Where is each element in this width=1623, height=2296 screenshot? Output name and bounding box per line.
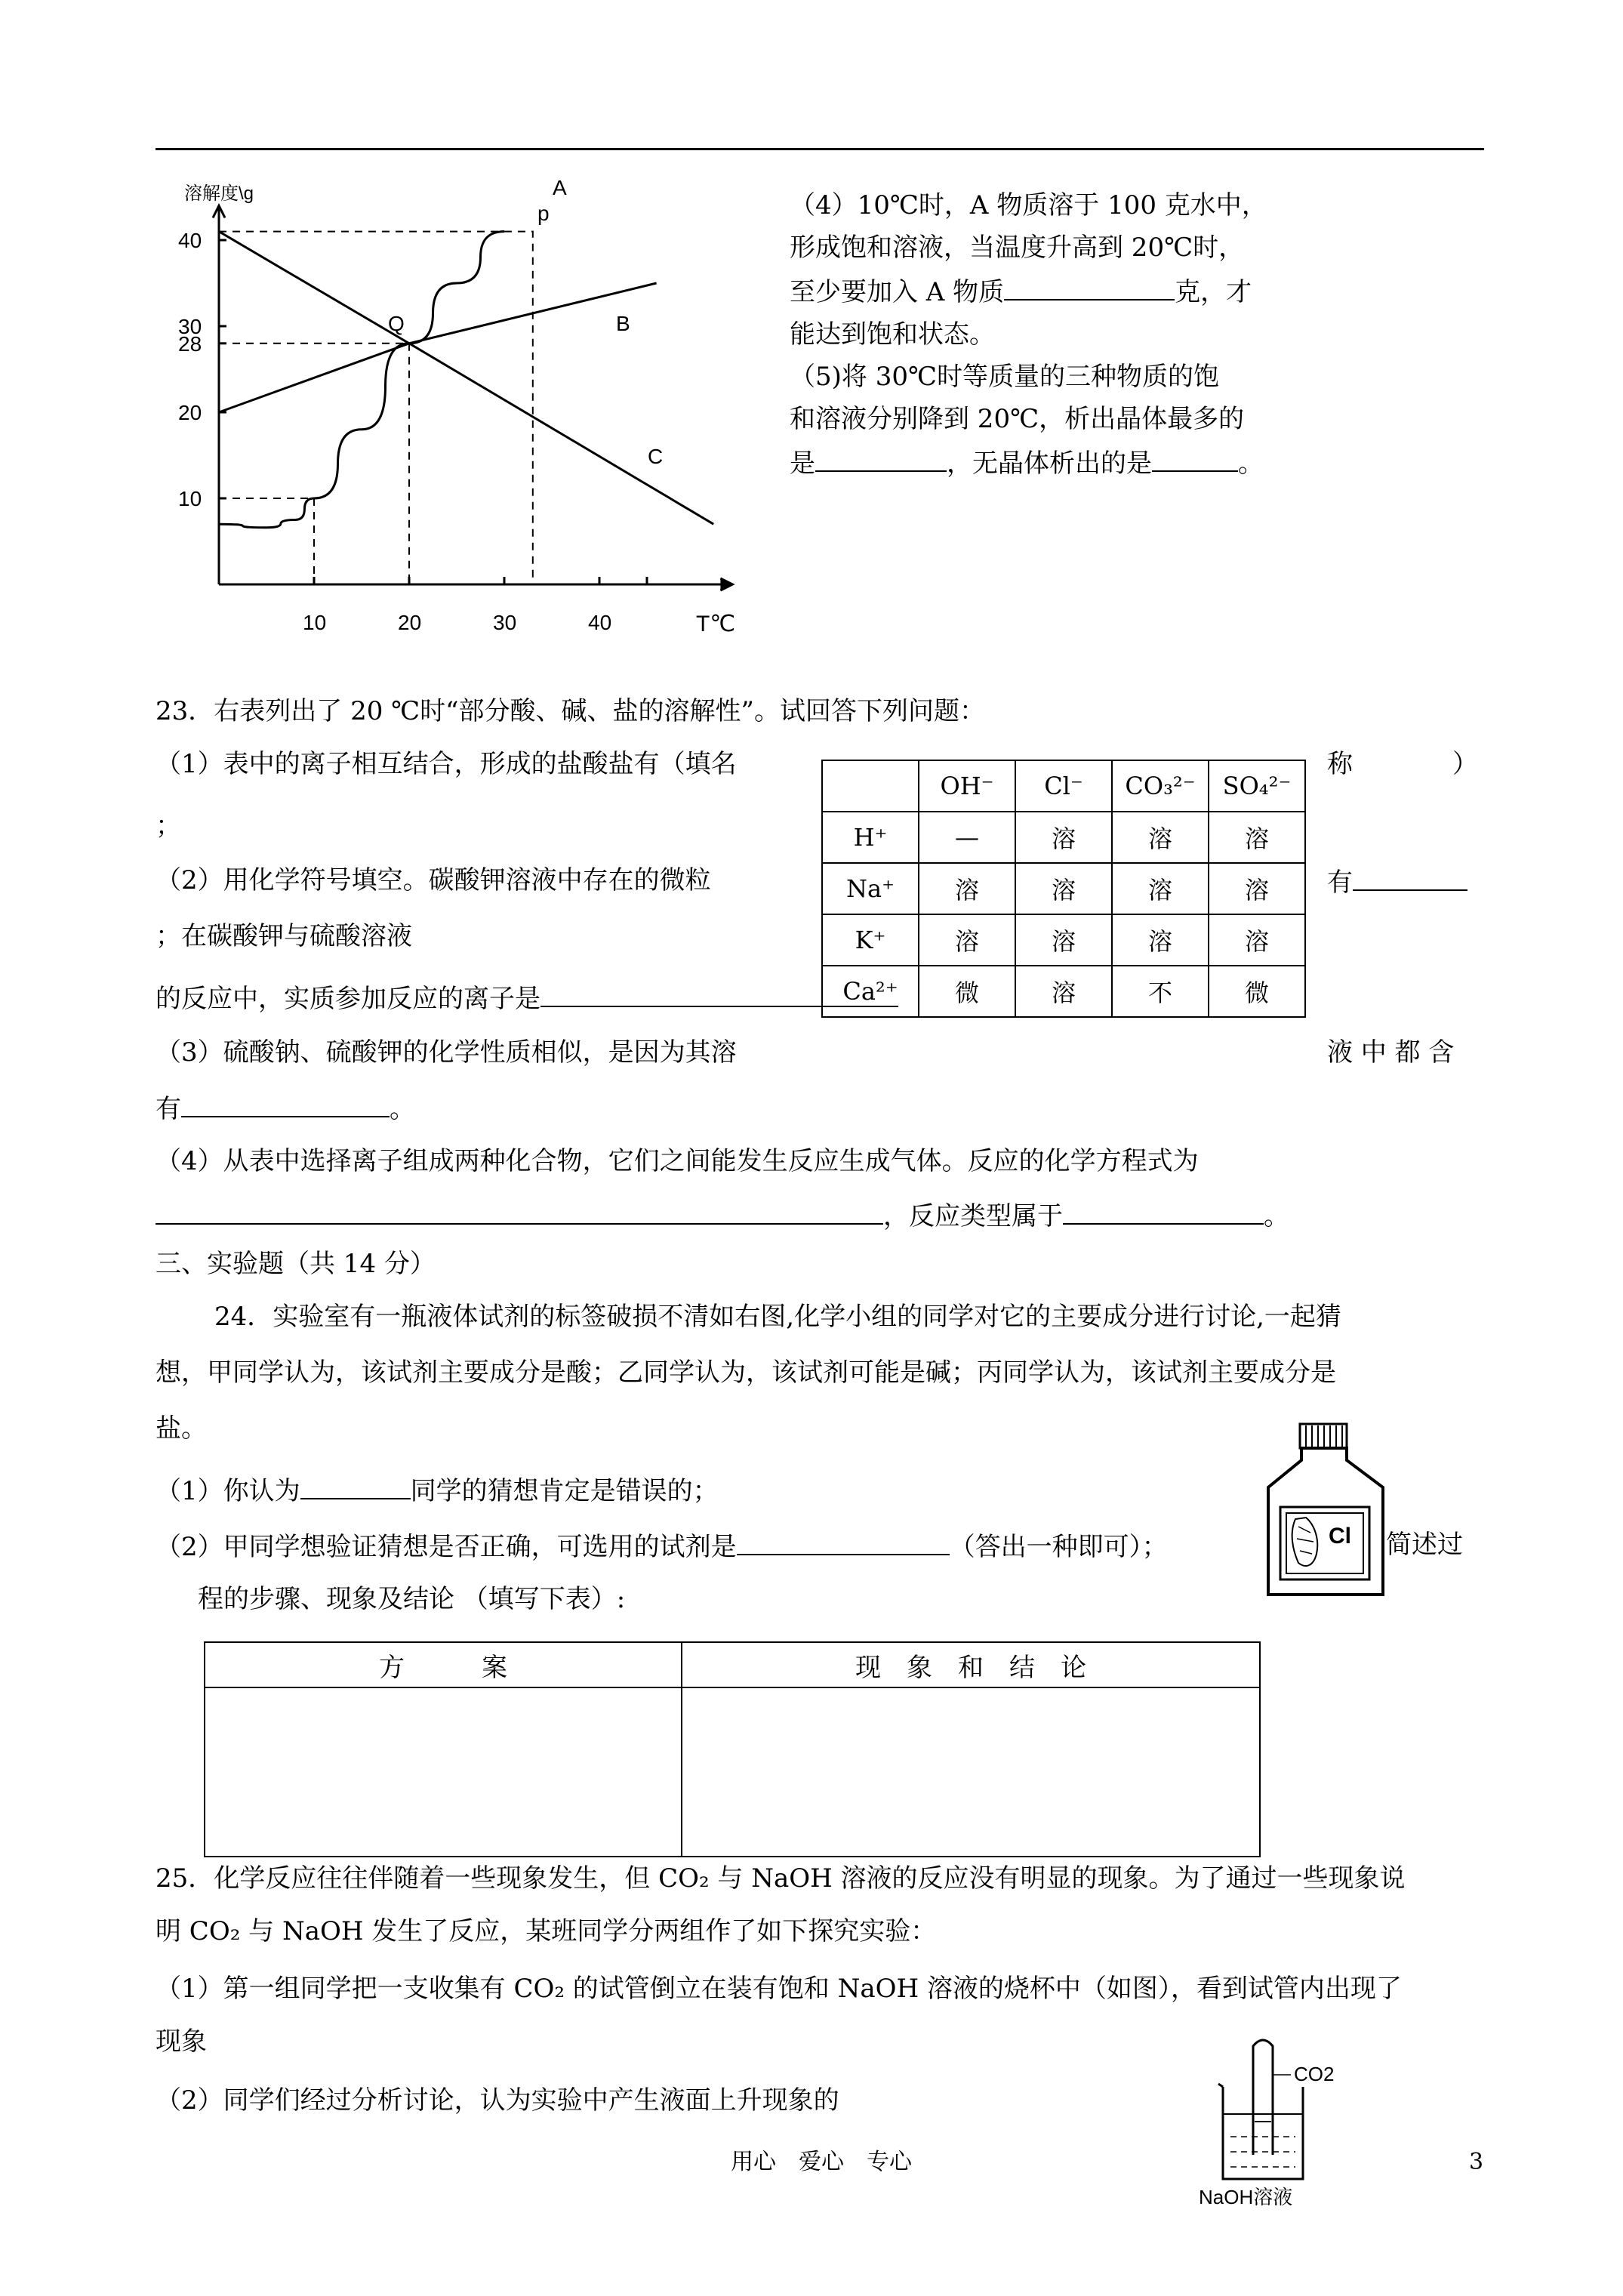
q25-line: 25．化学反应往往伴随着一些现象发生，但 CO₂ 与 NaOH 溶液的反应没有明显的现象。为了通过一些现象说: [156, 1863, 1406, 1894]
answer-blank[interactable]: [1152, 440, 1238, 472]
section-title: 三、实验题（共 14 分）: [156, 1249, 436, 1279]
q25-p1-cont: 现象: [156, 2026, 207, 2057]
q23-p4-cont: ，反应类型属于 。: [156, 1193, 1289, 1237]
bottle-icon: [1253, 1419, 1397, 1601]
q23-p1-semicolon: ；: [156, 811, 181, 841]
y-tick-label: 20: [178, 401, 202, 424]
x-tick-label: 30: [493, 611, 517, 634]
answer-blank[interactable]: [815, 440, 947, 472]
q23-p3: （3）硫酸钠、硫酸钾的化学性质相似，是因为其溶: [156, 1037, 737, 1068]
answer-blank[interactable]: [737, 1524, 950, 1555]
answer-blank[interactable]: [181, 1086, 390, 1117]
q24-line: 盐。: [156, 1413, 207, 1444]
co2-beaker-figure: [1185, 2031, 1366, 2212]
table-cell: —: [919, 812, 1015, 863]
ion-solubility-table: [821, 760, 1306, 1018]
plan-header: 现 象 和 结 论: [682, 1642, 1260, 1687]
table-cell: Na⁺: [822, 863, 919, 914]
q23-p3-end: 液 中 都 含: [1327, 1037, 1455, 1068]
table-cell: 溶: [919, 914, 1015, 966]
table-cell: 溶: [1112, 863, 1209, 914]
table-cell: Ca²⁺: [822, 966, 919, 1017]
table-cell: OH⁻: [919, 760, 1015, 812]
q24-p2-cont: 程的步骤、现象及结论 （填写下表）:: [198, 1584, 626, 1614]
q25-line: 明 CO₂ 与 NaOH 发生了反应，某班同学分两组作了如下探究实验：: [156, 1916, 937, 1946]
q22-line: 至少要加入 A 物质 克，才: [790, 269, 1267, 313]
co2-label: CO2: [1294, 2063, 1335, 2085]
series-label-C: C: [648, 445, 664, 468]
naoh-label: NaOH溶液: [1199, 2186, 1293, 2208]
answer-blank[interactable]: [1063, 1193, 1264, 1225]
q23-p4: （4）从表中选择离子组成两种化合物，它们之间能发生反应生成气体。反应的化学方程式为: [156, 1146, 1199, 1176]
table-cell: 微: [919, 966, 1015, 1017]
point-label-q: Q: [388, 312, 405, 335]
table-cell: 溶: [1015, 914, 1112, 966]
x-tick-label: 40: [588, 611, 612, 634]
chart-series: [219, 232, 713, 528]
table-row: [822, 812, 1305, 863]
q23-p1-end: 称: [1327, 749, 1353, 779]
table-row: [822, 760, 1305, 812]
series-line-A: [219, 232, 504, 528]
table-row: [822, 863, 1305, 914]
chart-text: [178, 176, 735, 634]
y-tick-label: 28: [178, 331, 202, 356]
reagent-bottle-figure: [1253, 1419, 1397, 1601]
q25-p2: （2）同学们经过分析讨论，认为实验中产生液面上升现象的: [156, 2085, 839, 2116]
x-tick-label: 10: [303, 611, 327, 634]
chart-axes: [213, 205, 732, 590]
page-number: 3: [1469, 2149, 1484, 2175]
q22-line: （5)将 30℃时等质量的三种物质的饱: [790, 362, 1220, 392]
series-line-C: [219, 232, 713, 525]
q23-p2-cont: ；在碳酸钾与硫酸溶液: [156, 921, 412, 951]
x-axis-label: T℃: [696, 612, 736, 634]
table-cell: 溶: [1112, 812, 1209, 863]
table-cell: 溶: [1015, 966, 1112, 1017]
q24-p2: （2）甲同学想验证猜想是否正确，可选用的试剂是 （答出一种即可）；: [156, 1524, 1168, 1568]
table-cell: [822, 760, 919, 812]
table-cell: 溶: [1015, 863, 1112, 914]
answer-blank[interactable]: [156, 1193, 883, 1225]
bottle-label: Cl: [1329, 1524, 1351, 1549]
plan-header: 方 案: [205, 1642, 682, 1687]
series-label-B: B: [616, 312, 630, 335]
x-axis-arrow: [720, 578, 732, 590]
table-cell: 溶: [1209, 914, 1305, 966]
table-cell: 不: [1112, 966, 1209, 1017]
q23-p1: （1）表中的离子相互结合，形成的盐酸盐有（填名: [156, 749, 737, 779]
table-cell: 溶: [1112, 914, 1209, 966]
solubility-chart: [166, 166, 770, 634]
guide-10: [219, 498, 314, 584]
x-tick-label: 20: [398, 611, 422, 634]
q23-p3-cont: 有 。: [156, 1086, 415, 1130]
answer-blank[interactable]: [300, 1468, 411, 1499]
y-axis-label: 溶解度\g: [184, 183, 254, 204]
q22-right-text: [790, 184, 1267, 485]
experiment-plan-table: [204, 1641, 1261, 1857]
table-cell: 溶: [1015, 812, 1112, 863]
table-cell: 溶: [919, 863, 1015, 914]
q24-p2-end: 简述过: [1386, 1530, 1463, 1560]
q24-line: 24．实验室有一瓶液体试剂的标签破损不清如右图,化学小组的同学对它的主要成分进行讨论,一起猜: [214, 1302, 1341, 1332]
footer-motto: 用心 爱心 专心: [731, 2149, 912, 2175]
table-cell: 溶: [1209, 812, 1305, 863]
q23-intro: 23．右表列出了 20 ℃时“部分酸、碱、盐的溶解性”。试回答下列问题：: [156, 696, 985, 726]
table-cell: K⁺: [822, 914, 919, 966]
q22-line: 是 ，无晶体析出的是 。: [790, 440, 1267, 485]
q22-line: 形成饱和溶液，当温度升高到 20℃时，: [790, 233, 1245, 263]
y-tick-label: 30: [178, 315, 202, 338]
point-label-p: p: [537, 202, 550, 225]
table-row: [205, 1642, 1260, 1687]
answer-blank[interactable]: [1004, 269, 1175, 300]
q22-line: 能达到饱和状态。: [790, 319, 995, 350]
q23-p2-ions: 的反应中，实质参加反应的离子是: [156, 975, 898, 1020]
guide-q: [219, 344, 409, 584]
q22-line: 和溶液分别降到 20℃，析出晶体最多的: [790, 404, 1245, 434]
plan-cell[interactable]: [205, 1687, 682, 1857]
q23-p1-close: ）: [1452, 749, 1478, 779]
table-cell: CO₃²⁻: [1112, 760, 1209, 812]
chart-guide-lines: [219, 232, 533, 584]
guide-p: [219, 232, 533, 584]
table-cell: 溶: [1209, 863, 1305, 914]
q25-p1: （1）第一组同学把一支收集有 CO₂ 的试管倒立在装有饱和 NaOH 溶液的烧杯中（如图），看到试管内出现了: [156, 1974, 1402, 2004]
q23-p2-end: 有: [1327, 859, 1467, 904]
plan-cell[interactable]: [682, 1687, 1260, 1857]
table-cell: H⁺: [822, 812, 919, 863]
table-cell: Cl⁻: [1015, 760, 1112, 812]
series-label-A: A: [553, 176, 567, 199]
q24-p1: （1）你认为 同学的猜想肯定是错误的；: [156, 1468, 719, 1512]
table-cell: 微: [1209, 966, 1305, 1017]
answer-blank[interactable]: [1353, 859, 1467, 891]
y-tick-label: 10: [178, 487, 202, 510]
q23-p2: （2）用化学符号填空。碳酸钾溶液中存在的微粒: [156, 865, 711, 895]
table-row: [822, 914, 1305, 966]
y-tick-label: 40: [178, 229, 202, 252]
table-cell: SO₄²⁻: [1209, 760, 1305, 812]
header-rule: [156, 148, 1484, 150]
q22-line: （4）10℃时，A 物质溶于 100 克水中，: [790, 190, 1267, 220]
table-row: [205, 1687, 1260, 1857]
q24-line: 想，甲同学认为，该试剂主要成分是酸；乙同学认为，该试剂可能是碱；丙同学认为，该试剂主要成分是: [156, 1358, 1336, 1388]
table-row: [822, 966, 1305, 1017]
series-line-B: [219, 283, 657, 412]
